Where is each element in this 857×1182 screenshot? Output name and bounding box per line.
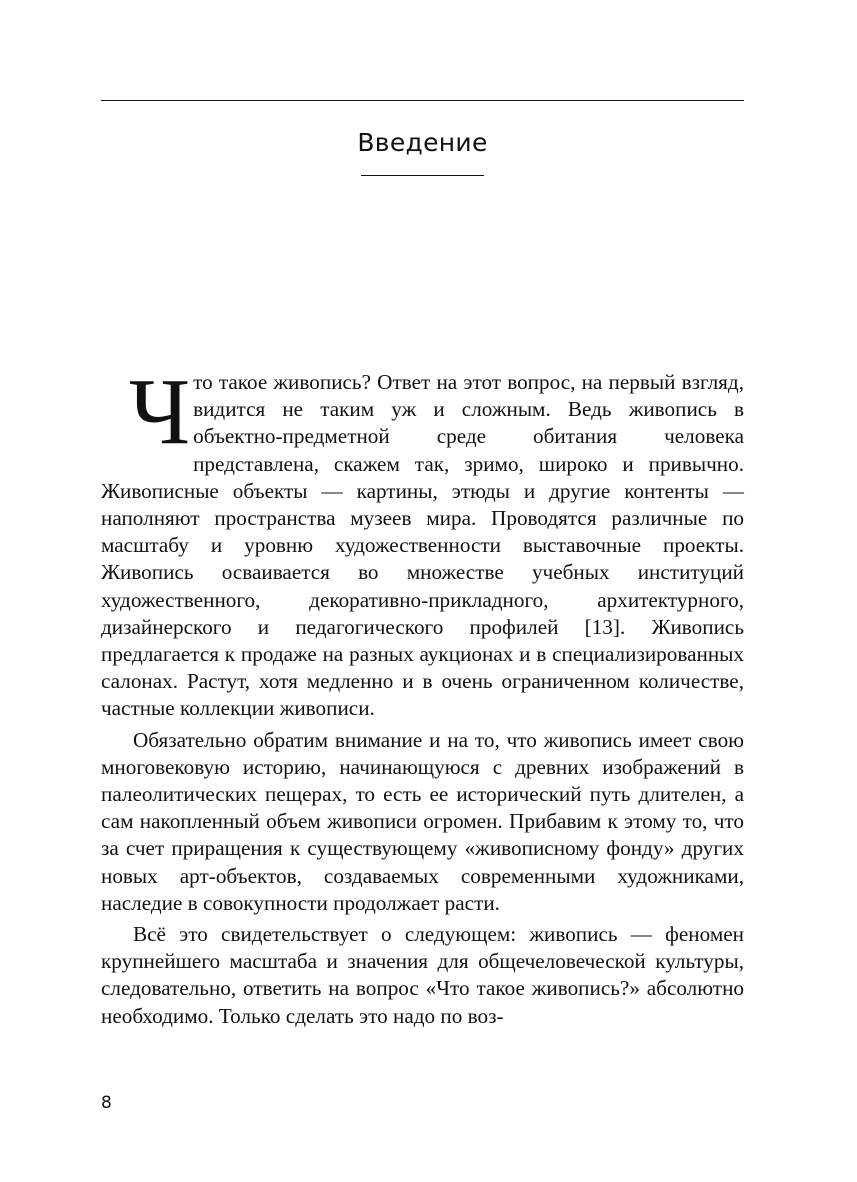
- drop-cap: Ч: [129, 360, 191, 464]
- paragraph: [101, 360, 744, 723]
- paragraph-1-text: то такое живопись? Ответ на этот вопрос, на первый взгляд, видится не таким уж и сложным. Ведь живопись в объектно-предметной среде обитания человека представлена, скажем так, зримо, широко и привычно. Живописные объекты — картины, этюды и другие контенты — наполняют пространства музеев мира. Проводятся различные по масштабу и уровню художественности выставочные проекты. Живопись осваивается во множестве учебных институций художественного, декоративно-прикладного, архитектурного, дизайнерского и педагогического профилей [13]. Живопись предлагается к продаже на разных аукционах и в специализированных салонах. Растут, хотя медленно и в очень ограниченном количестве, частные коллекции живописи.: [101, 370, 744, 721]
- title-underline: [361, 175, 484, 176]
- header-rule: [101, 100, 744, 101]
- chapter-title: Введение: [357, 128, 488, 157]
- paragraph-2: Обязательно обратим внимание и на то, что живопись имеет свою многовековую историю, начинающуюся с древних изображений в палеолитических пещерах, то есть ее исторический путь длителен, а сам накопленный объем живописи огромен. Прибавим к этому то, что за счет приращения к существующему «живописному фонду» других новых арт-объектов, создаваемых современными художниками, наследие в совокупности продолжает расти.: [101, 727, 744, 915]
- body-text: [101, 360, 744, 1030]
- page-number: 8: [101, 1093, 112, 1113]
- paragraph-3: Всё это свидетельствует о следующем: живопись — феномен крупнейшего масштаба и значения для общечеловеческой культуры, следовательно, ответить на вопрос «Что такое живопись?» абсолютно необходимо. Только сделать это надо по воз-: [101, 922, 744, 1028]
